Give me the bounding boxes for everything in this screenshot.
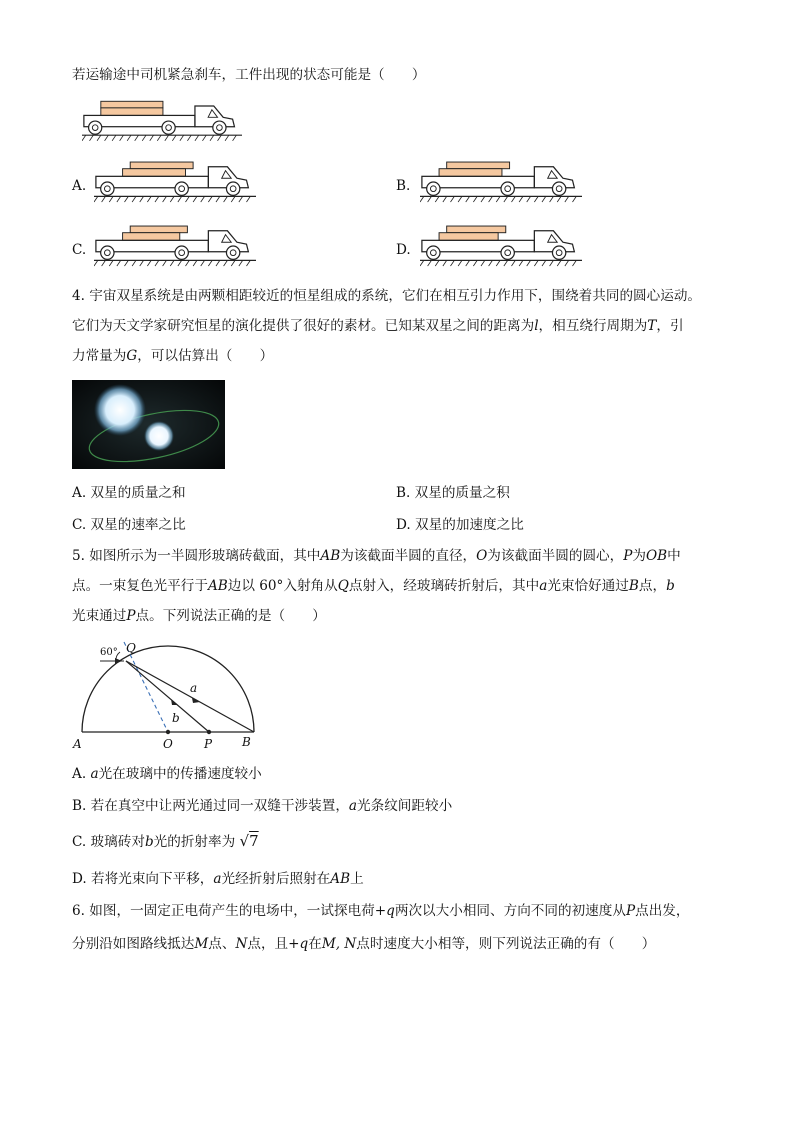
q6-line1: 6. 如图，一固定正电荷产生的电场中，一试探电荷+q两次以大小相同、方向不同的初速度从P点出发， bbox=[72, 903, 690, 919]
q4-option-c: C. 双星的速率之比 bbox=[72, 517, 186, 533]
q5-option-a: A. a光在玻璃中的传播速度较小 bbox=[72, 766, 262, 782]
q5-line1: 5. 如图所示为一半圆形玻璃砖截面，其中AB为该截面半圆的直径，O为该截面半圆的圆心，P为OB中 bbox=[72, 548, 681, 564]
truck-figure-c bbox=[94, 222, 256, 272]
q5-option-c: C. 玻璃砖对b光的折射率为 √7 bbox=[72, 832, 259, 850]
truck-figure-a bbox=[94, 158, 256, 208]
truck-figure-d bbox=[420, 222, 582, 272]
q3-option-c-label: C. bbox=[72, 242, 87, 258]
point-q-label: Q bbox=[126, 641, 136, 655]
point-o-label: O bbox=[163, 737, 173, 751]
q3-stem: 若运输途中司机紧急刹车，工件出现的状态可能是（ ） bbox=[72, 67, 426, 83]
q5-line3: 光束通过P点。下列说法正确的是（ ） bbox=[72, 608, 326, 624]
q5-line2: 点。一束复色光平行于AB边以 60°入射角从Q点射入，经玻璃砖折射后，其中a光束恰好通过B点，b bbox=[72, 578, 675, 594]
q4-line1: 4. 宇宙双星系统是由两颗相距较近的恒星组成的系统，它们在相互引力作用下，围绕着共同的圆心运动。 bbox=[72, 288, 702, 304]
sqrt-symbol: √7 bbox=[239, 832, 259, 850]
q3-option-a-label: A. bbox=[72, 178, 87, 194]
q4-option-d: D. 双星的加速度之比 bbox=[396, 517, 524, 533]
q4-line2: 它们为天文学家研究恒星的演化提供了很好的素材。已知某双星之间的距离为l，相互绕行周期为T，引 bbox=[72, 318, 684, 334]
ray-a-label: a bbox=[190, 681, 198, 695]
truck-figure-b bbox=[420, 158, 582, 208]
q4-line3: 力常量为G，可以估算出（ ） bbox=[72, 348, 274, 364]
q5-option-d: D. 若将光束向下平移，a光经折射后照射在AB上 bbox=[72, 871, 364, 887]
semicircle-glass-figure bbox=[68, 640, 268, 754]
ray-b-label: b bbox=[172, 711, 180, 725]
q4-option-b: B. 双星的质量之积 bbox=[396, 485, 510, 501]
q3-option-b-label: B. bbox=[396, 178, 411, 194]
q4-option-a: A. 双星的质量之和 bbox=[72, 485, 186, 501]
q5-option-b: B. 若在真空中让两光通过同一双缝干涉装置，a光条纹间距较小 bbox=[72, 798, 453, 814]
point-p-label: P bbox=[204, 737, 213, 751]
point-b-label: B bbox=[242, 735, 251, 749]
point-a-label: A bbox=[73, 737, 82, 751]
angle-label: 60° bbox=[100, 647, 118, 658]
q3-option-d-label: D. bbox=[396, 242, 411, 258]
q6-line2: 分别沿如图路线抵达M点、N点，且+q在M, N点时速度大小相等，则下列说法正确的有（ ） bbox=[72, 936, 656, 952]
binary-star-image bbox=[72, 380, 225, 469]
truck-figure-main bbox=[82, 98, 242, 146]
